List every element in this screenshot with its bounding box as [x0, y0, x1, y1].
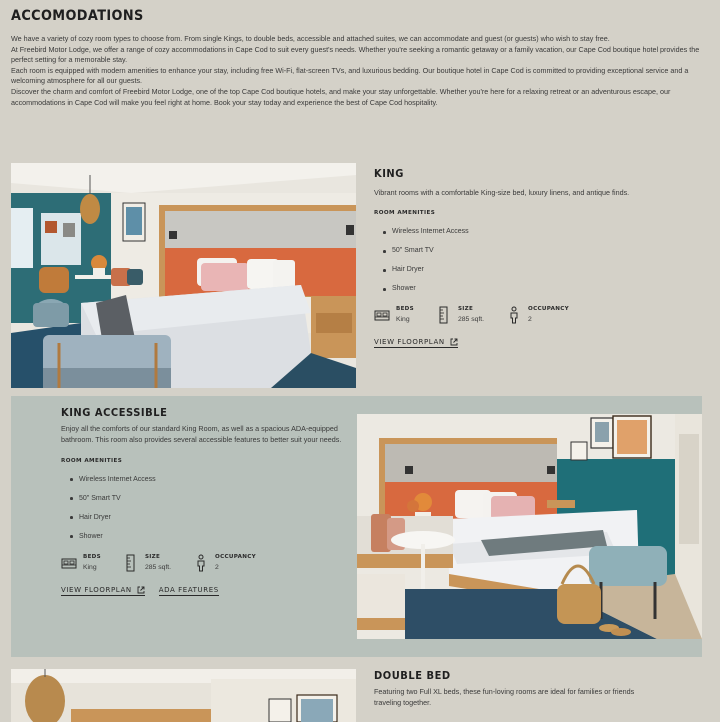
- spec-value: 2: [528, 316, 532, 324]
- room-specs: [61, 554, 351, 572]
- room-name: KING: [374, 167, 404, 180]
- intro-paragraph: Discover the charm and comfort of Freebird Motor Lodge, one of the top Cape Cod boutique hotels, and make your stay unforgettable. Whether you're here for a relaxing retreat or an adventurous escape, our accommodations in Cape Cod will make you feel right at home. Book your stay today and experience the best of Cape Cod hospitality.: [11, 86, 671, 107]
- bed-icon: [61, 554, 77, 572]
- amenities-heading: ROOM AMENITIES: [374, 210, 436, 217]
- room-photo-double-bed: [11, 669, 356, 722]
- room-description: Vibrant rooms with a comfortable King-size bed, luxury linens, and antique finds.: [374, 188, 630, 197]
- amenities-list: [382, 222, 694, 298]
- view-floorplan-link[interactable]: [61, 586, 145, 596]
- link-label: ADA FEATURES: [158, 585, 219, 594]
- view-floorplan-link[interactable]: [374, 338, 458, 348]
- ada-features-link[interactable]: [159, 586, 219, 596]
- list-item: Shower: [382, 279, 694, 298]
- room-info-king-accessible: [61, 406, 351, 596]
- spec-value: 285 sqft.: [144, 563, 172, 571]
- list-item: Hair Dryer: [69, 508, 351, 527]
- amenities-heading: ROOM AMENITIES: [61, 457, 123, 464]
- list-item: 50" Smart TV: [69, 489, 351, 508]
- intro-text: [11, 34, 711, 108]
- room-card-king: [11, 163, 702, 388]
- room-specs: [374, 306, 694, 324]
- list-item: Shower: [69, 527, 351, 546]
- room-card-double-bed: [11, 669, 702, 722]
- spec-value: 2: [215, 563, 219, 571]
- spec-label: OCCUPANCY: [528, 306, 570, 313]
- person-icon: [506, 306, 522, 324]
- room-description: Featuring two Full XL beds, these fun-loving rooms are ideal for families or friends traveling together.: [374, 687, 635, 708]
- room-photo-king: [11, 163, 356, 388]
- intro-paragraph: At Freebird Motor Lodge, we offer a range of cozy accommodations in Cape Cod to suit every guest's needs. Whether you're seeking a romantic getaway or a family vacation, our Cape Cod boutique hotel provides the perfect setting for a memorable stay.: [11, 44, 700, 65]
- link-label: VIEW FLOORPLAN: [61, 585, 132, 594]
- list-item: Hair Dryer: [382, 260, 694, 279]
- list-item: Wireless Internet Access: [69, 470, 351, 489]
- external-link-icon: [450, 338, 458, 346]
- spec-size: [123, 554, 171, 572]
- room-info-double-bed: [374, 669, 694, 709]
- link-label: VIEW FLOORPLAN: [374, 338, 445, 347]
- bed-icon: [374, 306, 390, 324]
- spec-label: SIZE: [457, 306, 474, 313]
- spec-label: BEDS: [396, 306, 414, 313]
- room-name: KING ACCESSIBLE: [61, 406, 168, 419]
- spec-value: 285 sqft.: [457, 316, 485, 324]
- list-item: 50" Smart TV: [382, 241, 694, 260]
- spec-size: [436, 306, 484, 324]
- intro-paragraph: We have a variety of cozy room types to choose from. From single Kings, to double beds, accessible and attached suites, we can accommodate and guest (or guests) who wish to stay free.: [11, 34, 610, 43]
- room-card-king-accessible: [11, 396, 702, 657]
- spec-label: SIZE: [144, 553, 161, 560]
- spec-occupancy: [193, 554, 256, 572]
- spec-label: BEDS: [83, 553, 101, 560]
- room-photo-king-accessible: [357, 414, 702, 639]
- list-item: Wireless Internet Access: [382, 222, 694, 241]
- spec-value: King: [396, 316, 410, 324]
- room-info-king: [374, 167, 694, 348]
- intro-paragraph: Each room is equipped with modern amenities to enhance your stay, including free Wi-Fi, flat-screen TVs, and luxurious bedding. Our boutique hotel in Cape Cod is committed to providing exceptional service and a welcoming atmosphere for all our guests.: [11, 65, 689, 86]
- spec-beds: [61, 554, 101, 572]
- spec-label: OCCUPANCY: [215, 553, 257, 560]
- amenities-list: [69, 470, 351, 546]
- room-description: Enjoy all the comforts of our standard King Room, as well as a spacious ADA-equipped bathroom. This room also provides several accessible features to better suit your needs.: [61, 424, 342, 445]
- spec-value: King: [83, 563, 97, 571]
- room-links: [61, 586, 351, 596]
- person-icon: [193, 554, 209, 572]
- ruler-icon: [123, 554, 139, 572]
- room-name: DOUBLE BED: [374, 669, 451, 682]
- spec-occupancy: [506, 306, 569, 324]
- spec-beds: [374, 306, 414, 324]
- room-links: [374, 338, 694, 348]
- ruler-icon: [436, 306, 452, 324]
- external-link-icon: [137, 586, 145, 594]
- page-title: ACCOMODATIONS: [11, 8, 144, 24]
